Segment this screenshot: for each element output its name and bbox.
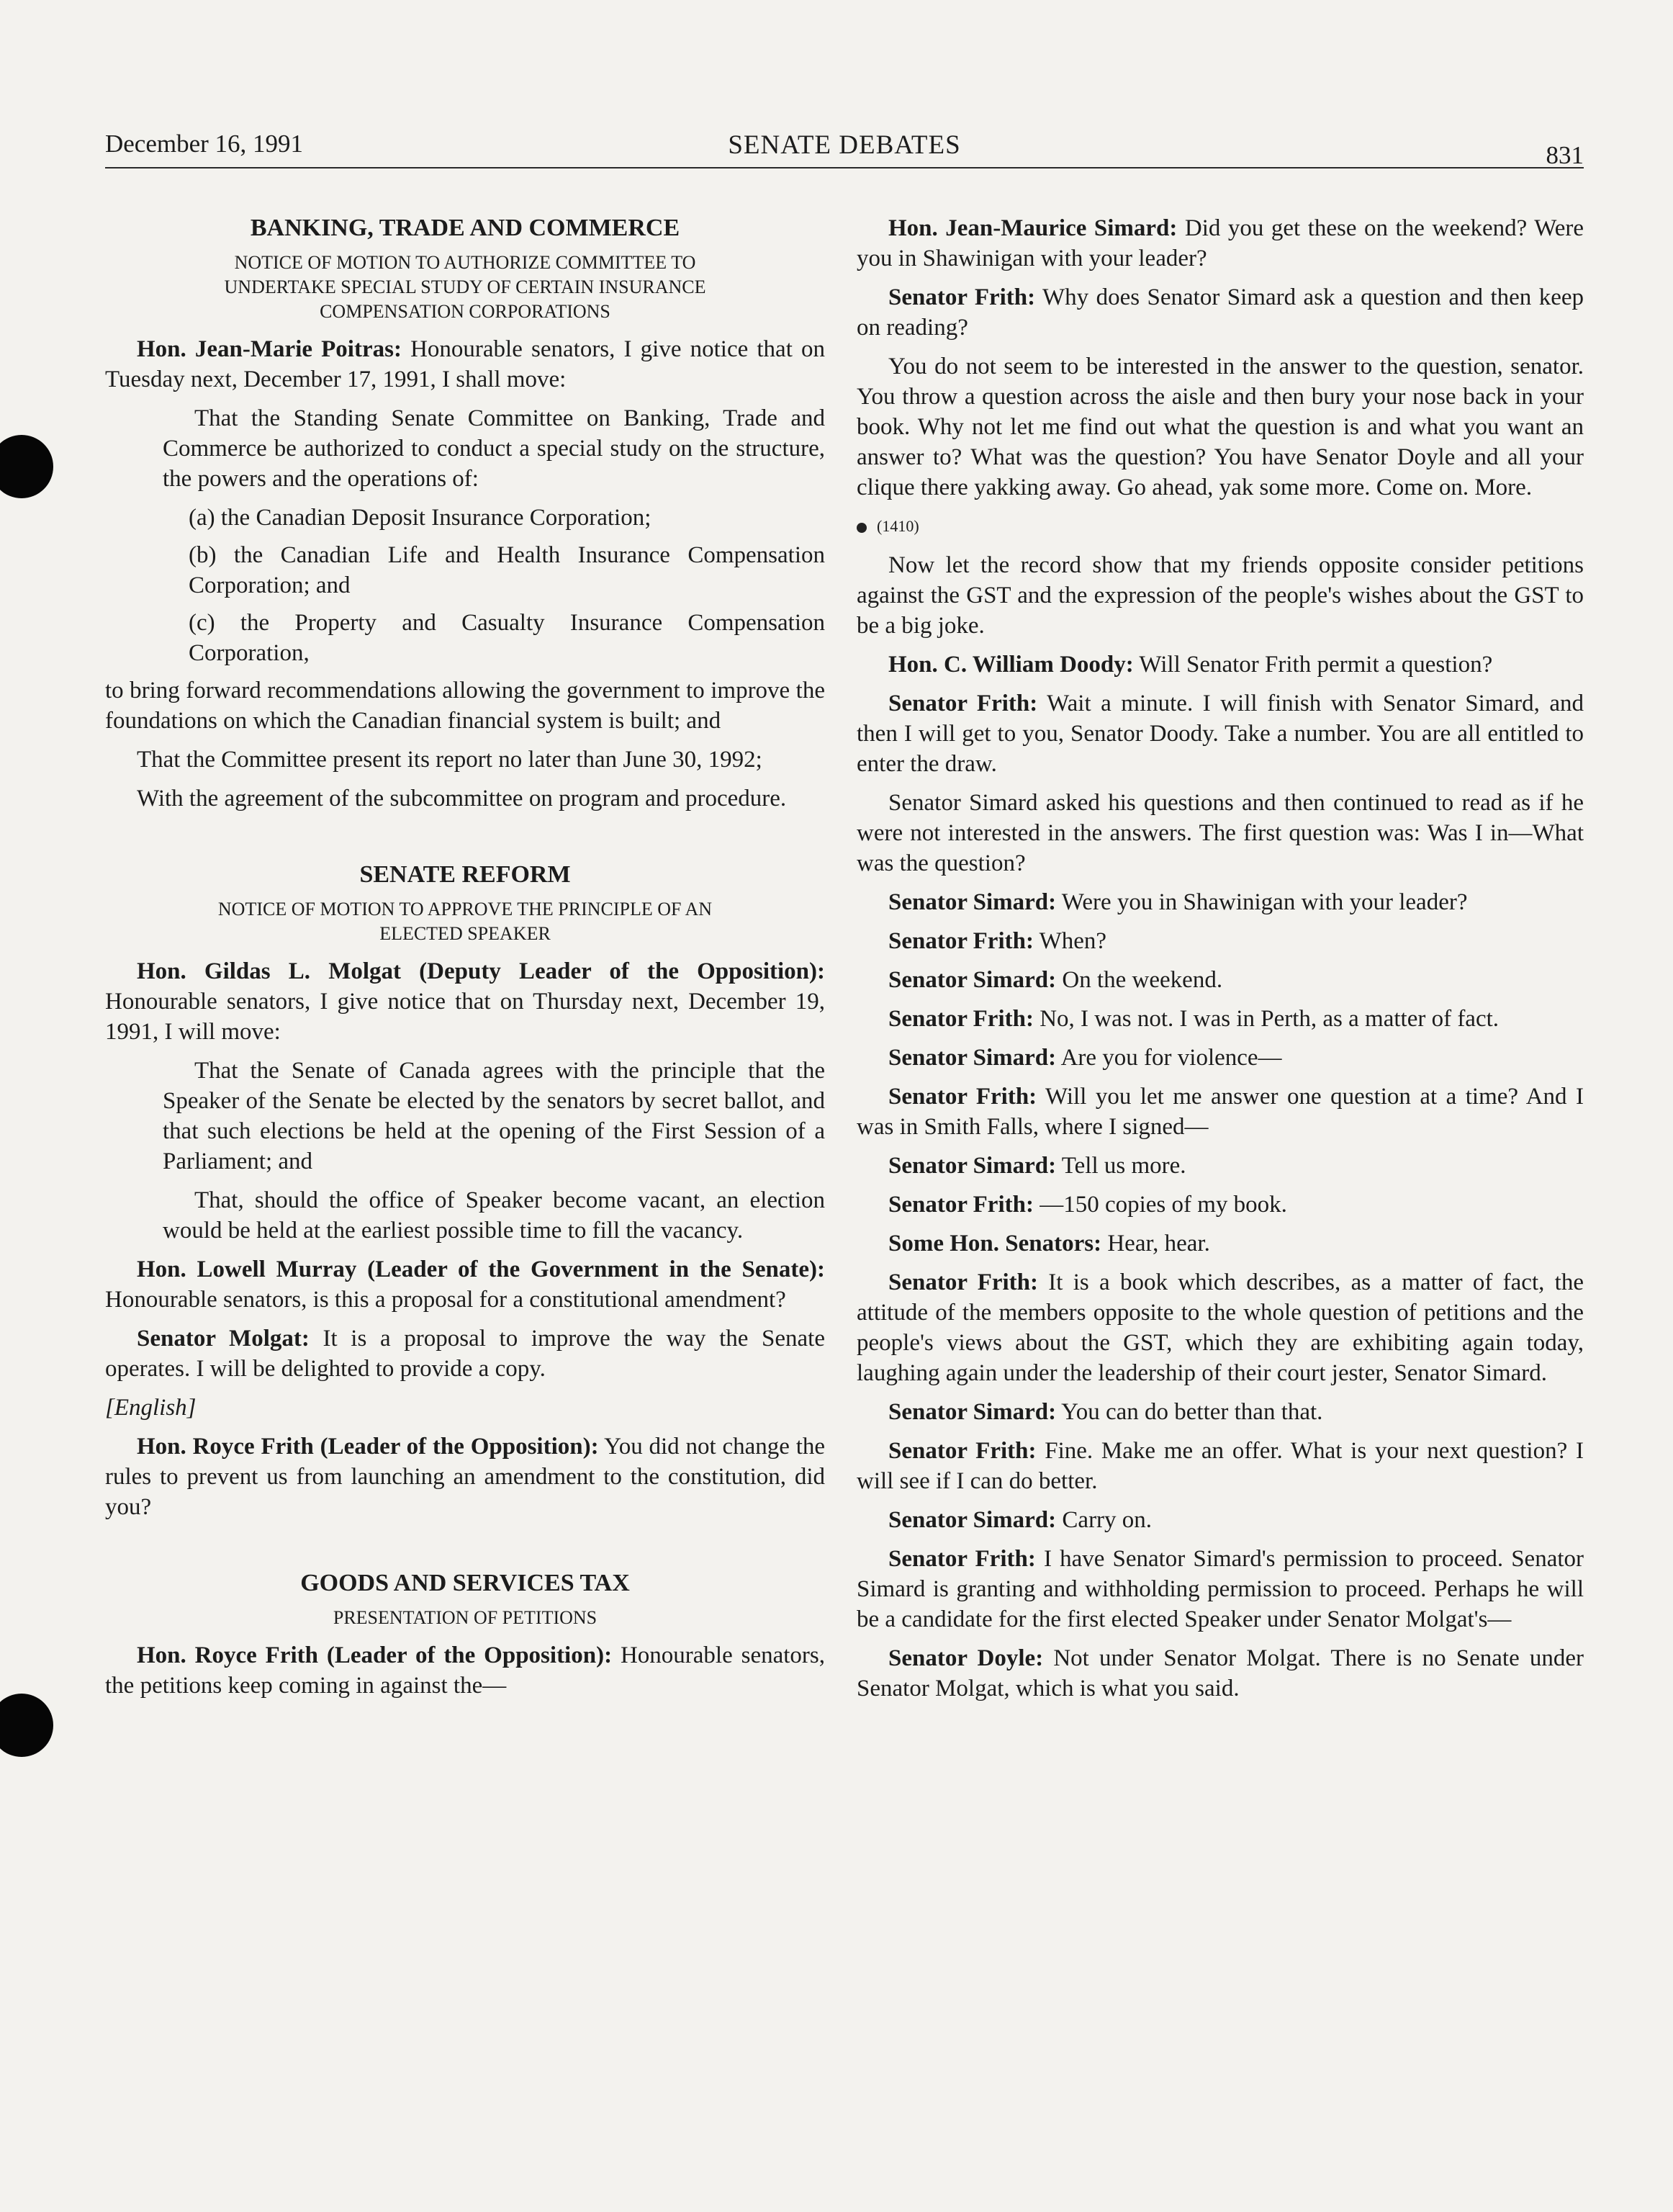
header-title: SENATE DEBATES xyxy=(728,130,961,160)
motion-item: (b) the Canadian Life and Health Insurance Compensation Corporation; and xyxy=(189,542,825,598)
speech-text: Hear, hear. xyxy=(1101,1231,1210,1256)
speech-text: Will you let me answer one question at a time? And I was in Smith Falls, where I signed— xyxy=(857,1084,1584,1140)
paragraph xyxy=(105,1254,825,1315)
section-title: SENATE REFORM xyxy=(359,861,571,888)
speaker-name: Some Hon. Senators: xyxy=(888,1231,1102,1256)
speech-text: Tell us more. xyxy=(1056,1153,1186,1179)
speech-text: Why does Senator Simard ask a question and then keep on reading? xyxy=(857,284,1584,341)
spacer xyxy=(105,1531,825,1568)
speaker-name: Senator Frith: xyxy=(888,928,1034,954)
speech-text: When? xyxy=(1033,928,1107,954)
paragraph: That the Committee present its report no later than June 30, 1992; xyxy=(137,747,762,773)
paragraph xyxy=(857,788,1584,878)
speaker-name: Senator Simard: xyxy=(888,889,1057,915)
speaker-name: Senator Simard: xyxy=(888,1399,1057,1425)
paragraph xyxy=(857,1004,1584,1034)
paragraph xyxy=(857,688,1584,779)
subtitle-line: COMPENSATION CORPORATIONS xyxy=(320,301,610,322)
speech-text: Carry on. xyxy=(1056,1507,1153,1533)
motion-item: (a) the Canadian Deposit Insurance Corporation; xyxy=(189,505,651,531)
debate-block xyxy=(857,213,1584,503)
speech-text: Not under Senator Molgat. There is no Senate under Senator Molgat, which is what you said. xyxy=(857,1645,1584,1701)
paragraph xyxy=(857,1505,1584,1535)
paragraph xyxy=(857,1228,1584,1259)
left-column xyxy=(105,213,825,1709)
paragraph xyxy=(857,649,1584,680)
speaker-name: Senator Frith: xyxy=(888,1192,1034,1218)
speech-text: You did not change the rules to prevent us from launching an amendment to the constitution, did you? xyxy=(105,1434,826,1520)
speaker-name: Hon. C. William Doody: xyxy=(888,652,1134,678)
speaker-name: Senator Simard: xyxy=(888,1045,1057,1071)
speaker-name: Senator Frith: xyxy=(888,1269,1038,1295)
header-date: December 16, 1991 xyxy=(105,130,304,158)
paragraph xyxy=(857,1043,1584,1073)
speaker-name: Senator Frith: xyxy=(888,284,1036,310)
speech-text: I have Senator Simard's permission to proceed. Senator Simard is granting and withholding permission to proceed. Perhaps he will be a candidate for the first elected Speaker under Senator Molgat's— xyxy=(857,1546,1584,1632)
subtitle-line: ELECTED SPEAKER xyxy=(379,923,551,944)
paragraph xyxy=(857,887,1584,917)
speaker-name: Hon. Royce Frith (Leader of the Opposition): xyxy=(137,1642,613,1668)
motion-text: That, should the office of Speaker become vacant, an election would be held at the earliest possible time to fill the vacancy. xyxy=(163,1187,825,1244)
speech-text: You can do better than that. xyxy=(1056,1399,1323,1425)
page-header xyxy=(105,124,1584,168)
paragraph xyxy=(857,1544,1584,1635)
speech-text: It is a book which describes, as a matter of fact, the attitude of the members opposite to the whole question of petitions and the people's views about the GST, which they are exhibiting again today, laughing again under the leadership of their court jester, Senator Simard. xyxy=(857,1269,1584,1386)
speaker-name: Senator Frith: xyxy=(888,691,1038,716)
speaker-name: Hon. Lowell Murray (Leader of the Government in the Senate): xyxy=(137,1256,825,1282)
paragraph xyxy=(105,1431,825,1522)
speaker-name: Senator Simard: xyxy=(888,1153,1057,1179)
section-subtitle xyxy=(105,251,825,324)
paragraph xyxy=(105,1640,825,1701)
speaker-name: Senator Frith: xyxy=(888,1006,1034,1032)
paragraph xyxy=(857,1397,1584,1427)
paragraph xyxy=(857,351,1584,503)
debate-block xyxy=(857,550,1584,1704)
paragraph xyxy=(857,1082,1584,1142)
speaker-name: Hon. Jean-Maurice Simard: xyxy=(888,215,1178,241)
binder-hole xyxy=(0,1694,53,1757)
paragraph xyxy=(857,282,1584,343)
speaker-name: Hon. Royce Frith (Leader of the Opposition): xyxy=(137,1434,599,1460)
paragraph xyxy=(857,1436,1584,1496)
time-marker xyxy=(857,511,1584,541)
speech-text: Honourable senators, the petitions keep coming in against the— xyxy=(105,1642,825,1699)
paragraph xyxy=(105,334,825,395)
speech-text: Will Senator Frith permit a question? xyxy=(1133,652,1493,678)
paragraph xyxy=(105,1323,825,1384)
speech-text: Did you get these on the weekend? Were you in Shawinigan with your leader? xyxy=(857,215,1584,271)
speech-text: You do not seem to be interested in the answer to the question, senator. You throw a question across the aisle and then bury your nose back in your book. Why not let me find out what the question is and what you want an answer to? What was the question? You have Senator Doyle and all your clique there yakking away. Go ahead, yak some more. Come on. More. xyxy=(857,354,1584,500)
speaker-name: Senator Simard: xyxy=(888,1507,1057,1533)
motion-item: (c) the Property and Casualty Insurance Compensation Corporation, xyxy=(189,610,825,666)
spacer xyxy=(105,822,825,860)
section-title: BANKING, TRADE AND COMMERCE xyxy=(250,215,680,241)
paragraph: to bring forward recommendations allowing the government to improve the foundations on which the Canadian financial system is built; and xyxy=(105,678,825,734)
speech-text: Are you for violence— xyxy=(1056,1045,1282,1071)
speaker-name: Senator Simard: xyxy=(888,967,1057,993)
speech-text: Senator Simard asked his questions and then continued to read as if he were not interested in the answers. The first question was: Was I in—What was the question? xyxy=(857,790,1584,876)
paragraph xyxy=(857,965,1584,995)
speech-text: Honourable senators, I give notice that on Tuesday next, December 17, 1991, I shall move: xyxy=(105,336,826,392)
speaker-name: Hon. Gildas L. Molgat (Deputy Leader of the Opposition): xyxy=(137,958,825,984)
speech-text: Now let the record show that my friends opposite consider petitions against the GST and the expression of the people's wishes about the GST to be a big joke. xyxy=(857,552,1584,639)
paragraph: With the agreement of the subcommittee on program and procedure. xyxy=(137,786,787,811)
subtitle-line: UNDERTAKE SPECIAL STUDY OF CERTAIN INSURANCE xyxy=(224,276,706,297)
speaker-name: Senator Frith: xyxy=(888,1084,1037,1110)
right-column xyxy=(857,213,1584,1712)
section-subtitle xyxy=(105,897,825,946)
page-number: 831 xyxy=(1546,141,1584,169)
paragraph xyxy=(857,1190,1584,1220)
paragraph xyxy=(857,550,1584,641)
paragraph xyxy=(857,1151,1584,1181)
paragraph xyxy=(105,956,825,1047)
paragraph xyxy=(857,1267,1584,1388)
speech-text: Were you in Shawinigan with your leader? xyxy=(1056,889,1468,915)
section-title: GOODS AND SERVICES TAX xyxy=(300,1570,630,1596)
speech-text: Honourable senators, is this a proposal for a constitutional amendment? xyxy=(105,1287,786,1313)
speech-text: Wait a minute. I will finish with Senator Simard, and then I will get to you, Senator Doody. Take a number. You are all entitled to enter the draw. xyxy=(857,691,1584,777)
language-marker: [English] xyxy=(105,1395,197,1421)
motion-text: That the Senate of Canada agrees with the principle that the Speaker of the Senate be elected by the senators by secret ballot, and that such elections be held at the opening of the First Session of a Parliament; and xyxy=(163,1058,825,1174)
speech-text: —150 copies of my book. xyxy=(1033,1192,1287,1218)
subtitle-line: NOTICE OF MOTION TO APPROVE THE PRINCIPLE OF AN xyxy=(217,899,713,920)
speech-text: Honourable senators, I give notice that on Thursday next, December 19, 1991, I will move: xyxy=(105,989,825,1045)
speech-text: It is a proposal to improve the way the Senate operates. I will be delighted to provide a copy. xyxy=(105,1326,825,1382)
bullet-icon xyxy=(857,523,867,533)
speaker-name: Senator Frith: xyxy=(888,1546,1036,1572)
speech-text: No, I was not. I was in Perth, as a matter of fact. xyxy=(1033,1006,1500,1032)
binder-hole xyxy=(0,435,53,498)
speaker-name: Senator Molgat: xyxy=(137,1326,310,1352)
section-subtitle: PRESENTATION OF PETITIONS xyxy=(333,1607,598,1628)
speech-text: On the weekend. xyxy=(1056,967,1223,993)
paragraph xyxy=(857,213,1584,274)
subtitle-line: NOTICE OF MOTION TO AUTHORIZE COMMITTEE TO xyxy=(234,252,696,273)
speech-text: Fine. Make me an offer. What is your next question? I will see if I can do better. xyxy=(857,1438,1584,1494)
time-stamp: (1410) xyxy=(877,517,919,535)
paragraph xyxy=(857,1643,1584,1704)
speaker-name: Senator Doyle: xyxy=(888,1645,1044,1671)
speaker-name: Senator Frith: xyxy=(888,1438,1037,1464)
motion-text: That the Standing Senate Committee on Banking, Trade and Commerce be authorized to conduct a special study on the structure, the powers and the operations of: xyxy=(163,405,825,492)
paragraph xyxy=(857,926,1584,956)
speaker-name: Hon. Jean-Marie Poitras: xyxy=(137,336,402,362)
